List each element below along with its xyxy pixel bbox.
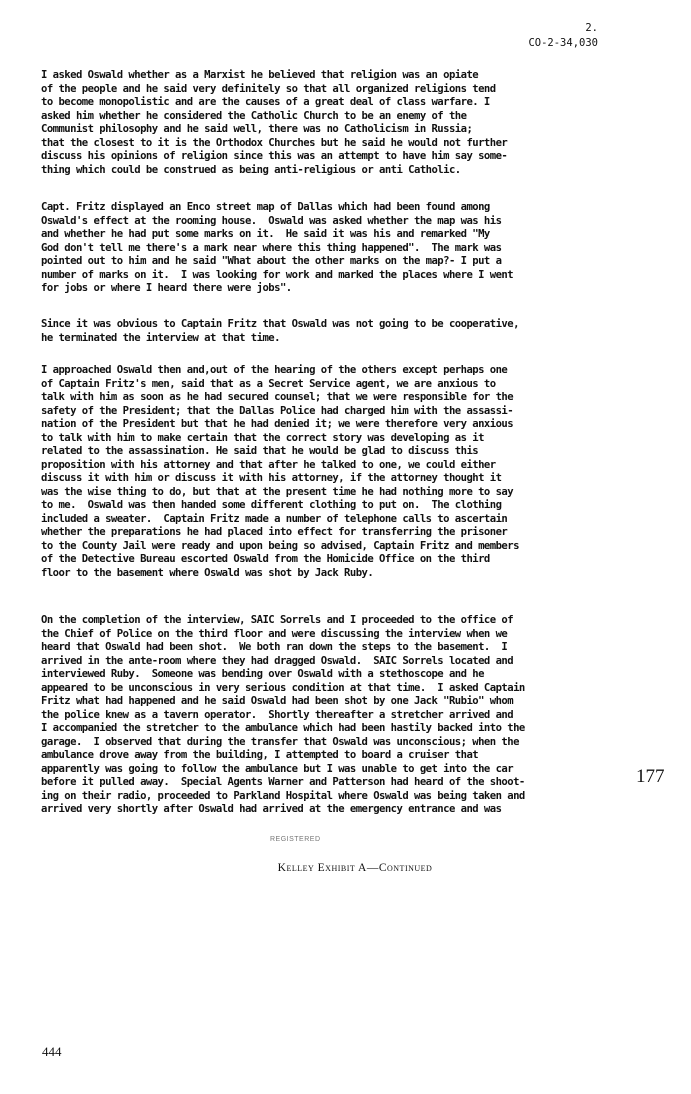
margin-stamp-number: 177 bbox=[636, 766, 665, 787]
faint-stamp-text: REGISTERED bbox=[270, 836, 321, 843]
exhibit-caption-text: Kelley Exhibit A—Continued bbox=[277, 862, 433, 874]
paragraph-street-map: Capt. Fritz displayed an Enco street map of Dallas which had been found among Oswald's effect at the rooming house. Oswald was asked whether the map was his and whether he had put some marks on it. He said it was his and remarked "My God don't tell me there's a mark near where this thing happened". The mark was pointed out to him and he said "What about the other marks on the map?- I put a number of marks on it. I was looking for work and marked the places where I went for jobs or where I heard there were jobs". bbox=[41, 201, 514, 294]
page-number: 2. bbox=[585, 22, 598, 34]
paragraph-shooting: On the completion of the interview, SAIC Sorrels and I proceeded to the office of the Chief of Police on the third floor and were discussing the interview when we heard that Oswald had been shot. We both ran down the steps to the basement. I arrived in the ante-room where they had dragged Oswald. SAIC Sorrels located and interviewed Ruby. Someone was bending over Oswald with a stethoscope and he appeared to be unconscious in very serious condition at that time. I asked Captain Fritz what had happened and he said Oswald had been shot by one Jack "Rubio" whom the police knew as a tavern operator. Shortly thereafter a stretcher arrived and I accompanied the stretcher to the ambulance which had been hastily backed into the garage. I observed that during the transfer that Oswald was unconscious; when the ambulance drove away from the building, I attempted to board a cruiser that apparently was going to follow the ambulance but I was unable to get into the car before it pulled away. Special Agents Warner and Patterson had heard of the shoot- ing on their radio, proceeded to Parkland Hospital where Oswald was being taken and arrived very shortly after Oswald had arrived at the emergency entrance and was bbox=[41, 614, 525, 815]
paragraph-secret-service-approach: I approached Oswald then and,out of the hearing of the others except perhaps one of Captain Fritz's men, said that as a Secret Service agent, we are anxious to talk with him as soon as he had secured counsel; that we were responsible for the safety of the President; that the Dallas Police had charged him with the assassi- nation of the President but that he had denied it; we were therefore very anxious to talk with him to make certain that the correct story was developing as it related to the assassination. He said that he would be glad to discuss this proposition with his attorney and that after he talked to one, we could either discuss it with him or discuss it with his attorney, if the attorney thought it was the wise thing to do, but that at the present time he had nothing more to say to me. Oswald was then handed some different clothing to put on. The clothing included a sweater. Captain Fritz made a number of telephone calls to ascertain whether the preparations he had placed into effect for transferring the prisoner to the County Jail were ready and upon being so advised, Captain Fritz and members of the Detective Bureau escorted Oswald from the Homicide Office on the third floor to the basement where Oswald was shot by Jack Ruby. bbox=[41, 364, 519, 579]
exhibit-caption bbox=[160, 862, 550, 874]
paragraph-religion: I asked Oswald whether as a Marxist he believed that religion was an opiate of the people and he said very definitely so that all organized religions tend to become monopolistic and are the causes of a great deal of class warfare. I asked him whether he considered the Catholic Church to be an enemy of the Communist philosophy and he said well, there was no Catholicism in Russia; that the closest to it is the Orthodox Churches but he said he would not further discuss his opinions of religion since this was an attempt to have him say some- thing which could be construed as being anti-religious or anti Catholic. bbox=[41, 69, 508, 176]
footer-page-number: 444 bbox=[42, 1044, 62, 1059]
document-reference: CO-2-34,030 bbox=[528, 37, 598, 49]
paragraph-interview-terminated: Since it was obvious to Captain Fritz that Oswald was not going to be cooperative, he terminated the interview at that time. bbox=[41, 318, 519, 344]
